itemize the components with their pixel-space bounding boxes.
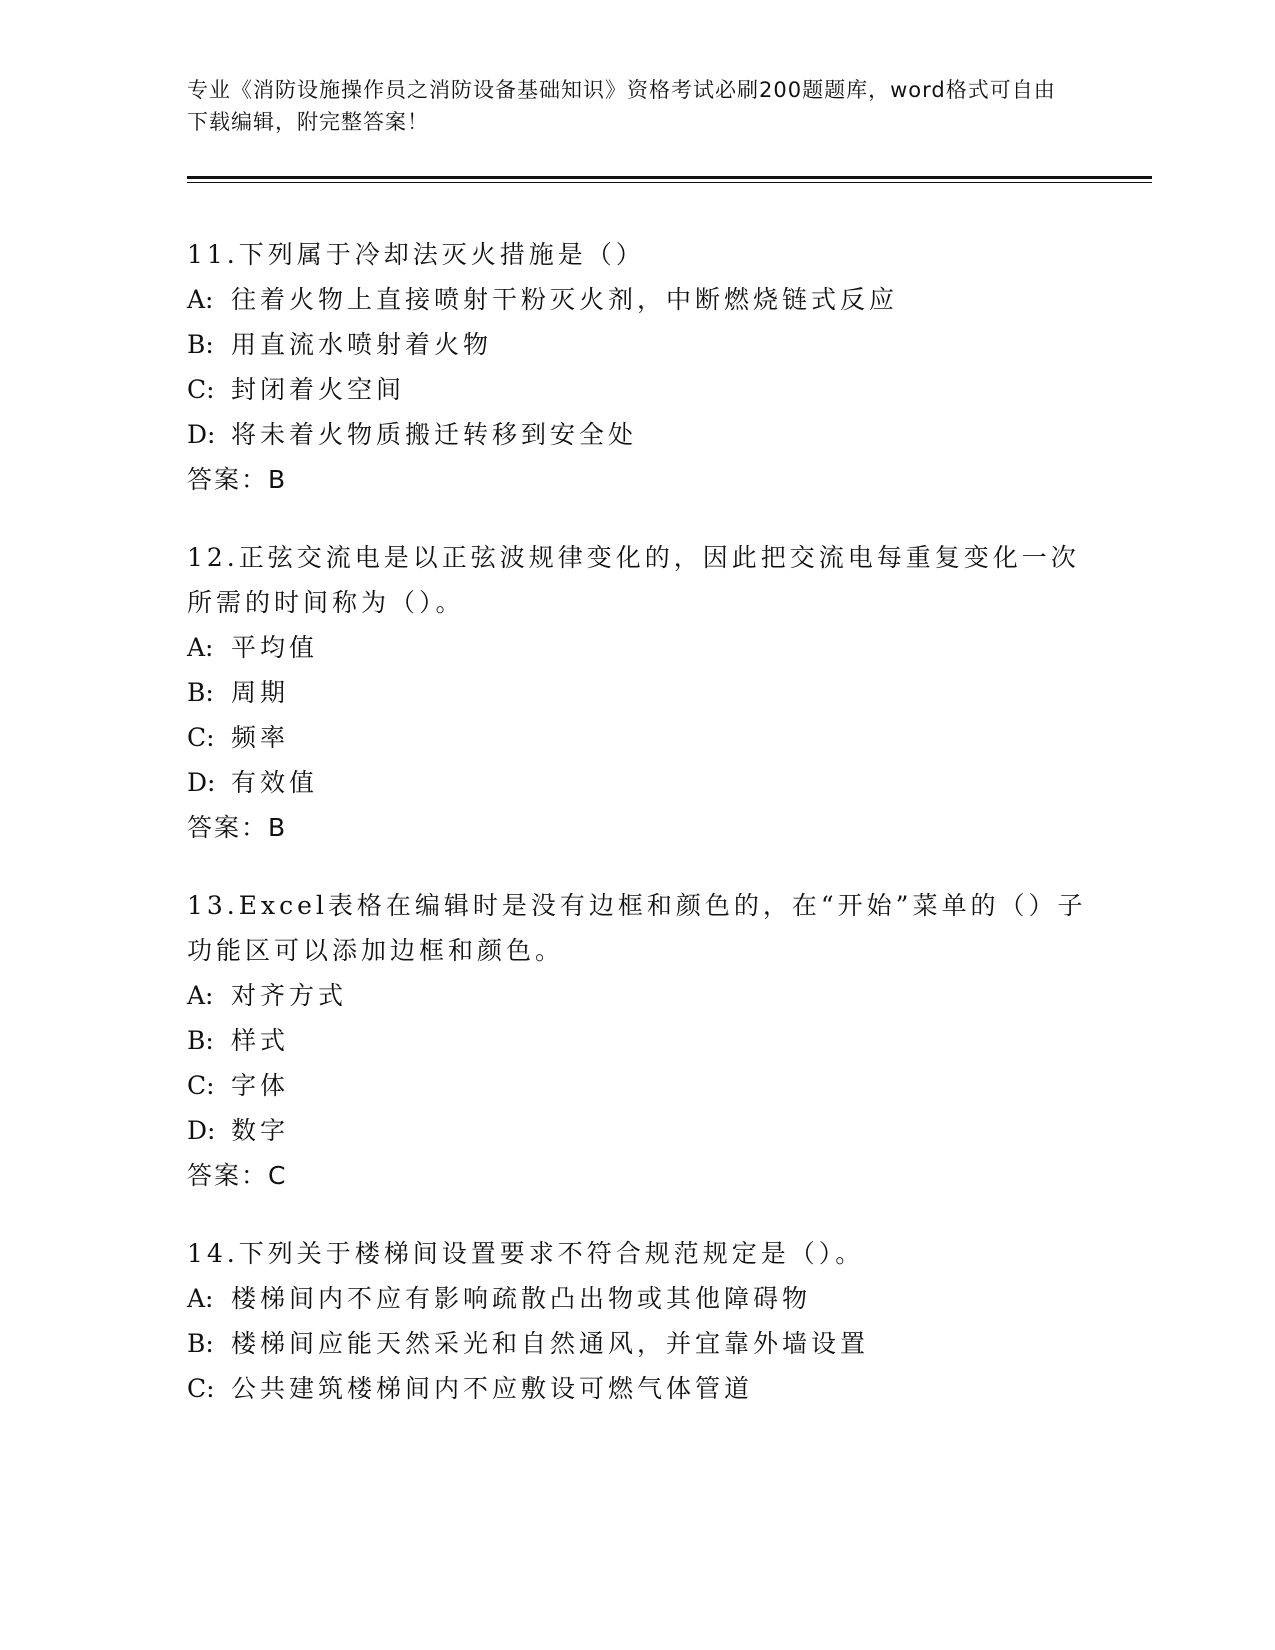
option-b [187, 322, 1087, 367]
option-a [187, 277, 1087, 322]
option-letter: B: [187, 330, 214, 359]
answer-line: 答案：C [187, 1161, 288, 1190]
option-text: 数字 [231, 1116, 290, 1145]
question-14 [187, 1231, 1087, 1411]
option-d [187, 1108, 1087, 1153]
option-text: 楼梯间内不应有影响疏散凸出物或其他障碍物 [231, 1284, 812, 1313]
option-letter: B: [187, 678, 214, 707]
option-c [187, 1063, 1087, 1108]
option-text: 用直流水喷射着火物 [231, 330, 493, 359]
option-text: 封闭着火空间 [231, 375, 406, 404]
option-c [187, 715, 1087, 760]
option-letter: D: [187, 768, 216, 797]
option-letter: C: [187, 375, 215, 404]
option-letter: A: [187, 981, 214, 1010]
option-c [187, 367, 1087, 412]
option-text: 样式 [231, 1026, 290, 1055]
option-d [187, 760, 1087, 805]
option-text: 有效值 [231, 768, 319, 797]
option-letter: A: [187, 285, 214, 314]
question-stem: 11.下列属于冷却法灭火措施是（） [187, 240, 645, 269]
option-letter: A: [187, 1284, 214, 1313]
question-stem: 12.正弦交流电是以正弦波规律变化的，因此把交流电每重复变化一次所需的时间称为（）。 [187, 543, 1080, 617]
option-letter: C: [187, 1374, 215, 1403]
option-a [187, 973, 1087, 1018]
answer-line: 答案：B [187, 813, 288, 842]
option-text: 往着火物上直接喷射干粉灭火剂，中断燃烧链式反应 [231, 285, 899, 314]
option-letter: C: [187, 1071, 215, 1100]
answer-line: 答案：B [187, 465, 288, 494]
question-list [187, 232, 1087, 1444]
option-b [187, 1018, 1087, 1063]
option-b [187, 670, 1087, 715]
option-c [187, 1366, 1087, 1411]
option-d [187, 412, 1087, 457]
option-text: 楼梯间应能天然采光和自然通风，并宜靠外墙设置 [231, 1329, 870, 1358]
header-divider-thin [187, 182, 1152, 183]
option-text: 公共建筑楼梯间内不应敷设可燃气体管道 [231, 1374, 754, 1403]
option-b [187, 1321, 1087, 1366]
question-stem: 13.Excel表格在编辑时是没有边框和颜色的，在“开始”菜单的（）子功能区可以添加边框和颜色。 [187, 891, 1087, 965]
option-a [187, 625, 1087, 670]
option-letter: C: [187, 723, 215, 752]
option-text: 频率 [231, 723, 290, 752]
option-text: 将未着火物质搬迁转移到安全处 [231, 420, 638, 449]
document-header: 专业《消防设施操作员之消防设备基础知识》资格考试必刷200题题库，word格式可自由下载编辑，附完整答案！ [187, 78, 1056, 134]
option-text: 周期 [231, 678, 290, 707]
option-letter: B: [187, 1026, 214, 1055]
question-stem: 14.下列关于楼梯间设置要求不符合规范规定是（）。 [187, 1239, 865, 1268]
question-12 [187, 535, 1087, 850]
option-text: 平均值 [231, 633, 319, 662]
option-letter: A: [187, 633, 214, 662]
header-divider-thick [187, 176, 1152, 179]
option-letter: D: [187, 1116, 216, 1145]
option-a [187, 1276, 1087, 1321]
question-13 [187, 883, 1087, 1198]
option-text: 字体 [231, 1071, 290, 1100]
question-11 [187, 232, 1087, 502]
option-letter: B: [187, 1329, 214, 1358]
option-letter: D: [187, 420, 216, 449]
option-text: 对齐方式 [231, 981, 348, 1010]
